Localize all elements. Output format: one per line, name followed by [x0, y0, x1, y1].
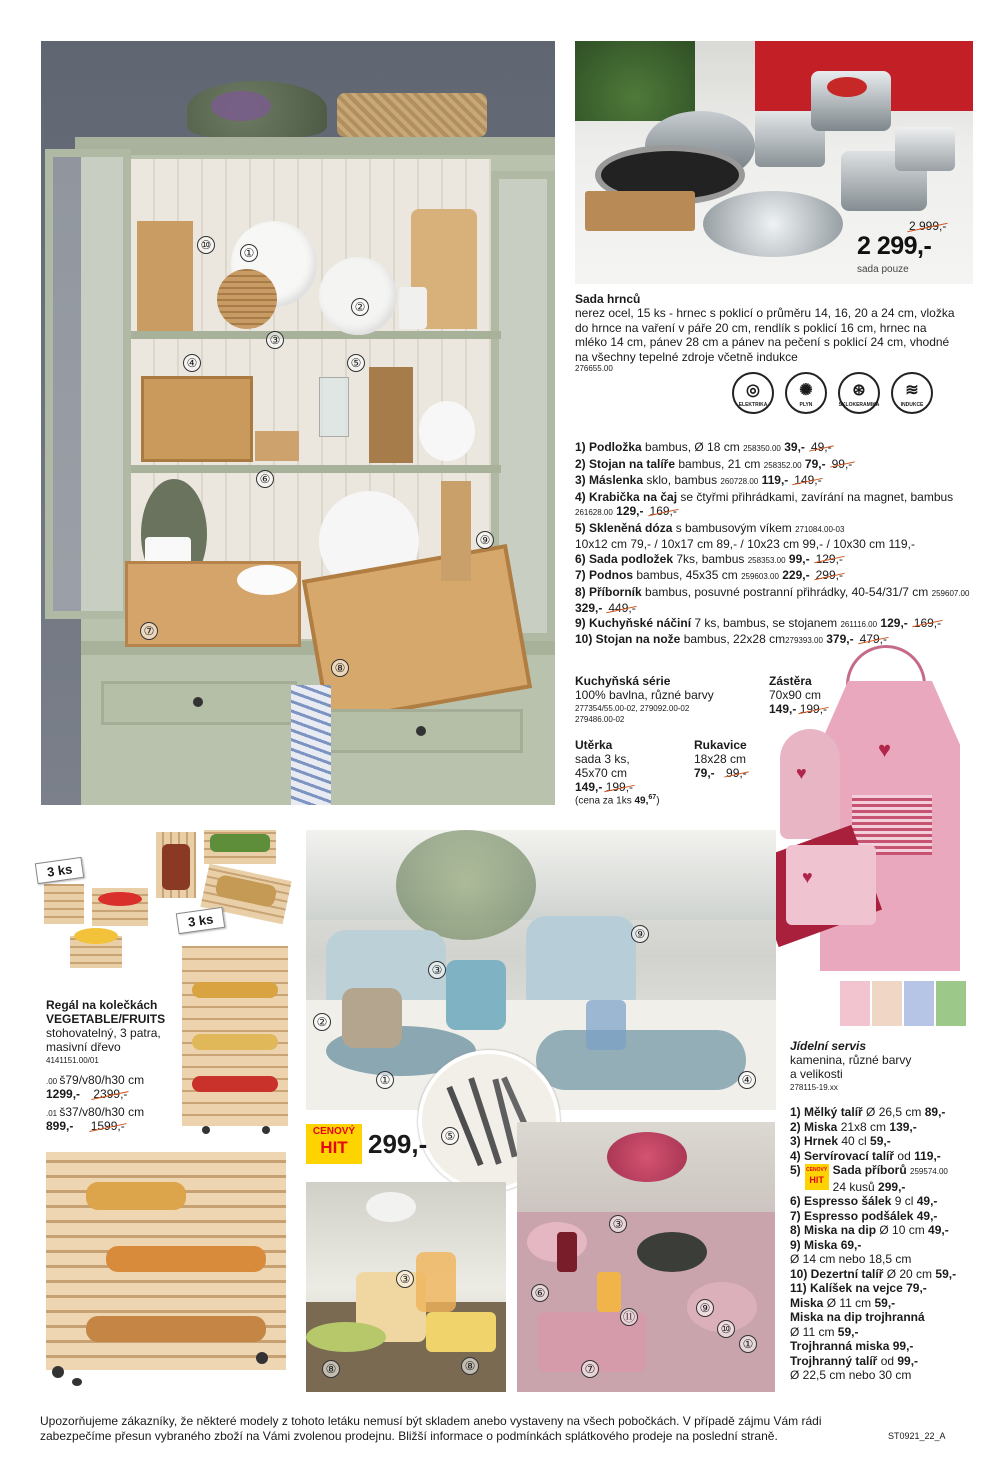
- dining-item-n: Miska: [790, 1295, 824, 1310]
- dining-item-d: Ø 20 cm: [883, 1266, 936, 1281]
- cabinet-item-n: 8) Příborník: [575, 584, 642, 599]
- apron-old-price: 199,-: [799, 702, 828, 716]
- dining-item-p: 49,-: [916, 1208, 938, 1223]
- dining-item-d: Ø 22,5 cm nebo 30 cm: [790, 1368, 912, 1382]
- cabinet-item-code: 259607.00: [931, 588, 970, 598]
- dining-item-p: 49,-: [928, 1223, 949, 1237]
- dining-item-d: Ø 10 cm: [876, 1223, 929, 1237]
- dining-item-d: 9 cl: [891, 1194, 917, 1208]
- cabinet-item-price: 229,-: [778, 568, 810, 582]
- cookware-price: 2 299,-: [857, 232, 932, 260]
- dining-desc2: a velikosti: [790, 1067, 843, 1081]
- dining-callout-4: ④: [738, 1071, 756, 1089]
- callout-4: ④: [183, 354, 201, 372]
- cookware-title: Sada hrnců: [575, 292, 641, 306]
- glove-old-price: 99,-: [726, 766, 747, 780]
- towel-old-price: 199,-: [605, 780, 634, 794]
- cookware-icons: [732, 372, 944, 414]
- callout-8: ⑧: [331, 659, 349, 677]
- cabinet-item-desc: bambus, 22x28 cm: [680, 632, 786, 646]
- price-hit-badge: CENOVÝ HIT 299,-: [306, 1124, 427, 1164]
- dining-item-row: [790, 1325, 985, 1340]
- glove-title: Rukavice: [694, 738, 747, 752]
- apron-price: 149,-: [769, 702, 797, 716]
- dining-callout-5: ⑤: [441, 1127, 459, 1145]
- callout-5: ⑤: [347, 354, 365, 372]
- dining-item-p: 49,-: [916, 1194, 938, 1208]
- dining-callout-2: ②: [313, 1013, 331, 1031]
- dining-item-p: 89,-: [924, 1105, 946, 1119]
- cookware-description: nerez ocel, 15 ks - hrnec s poklicí o průměru 14, 16, 20 a 24 cm, vložka do hrnce na vaření v páře 20 cm, rendlík s poklicí 16 cm, hrnec na mléko 14 cm, pánev 28 cm a pánev na pečení s poklicí 24 cm, vhodné na všechny tepelné zdroje včetně indukce: [575, 306, 955, 364]
- dining-item-row: [790, 1120, 985, 1135]
- dining-item-row: [790, 1354, 985, 1369]
- dining-item-n: 7) Espresso podšálek: [790, 1208, 914, 1223]
- dining-item-row: [790, 1252, 985, 1267]
- dining-callout-8b: ⑧: [461, 1357, 479, 1375]
- dining-callout-3b: ③: [396, 1270, 414, 1288]
- dining-item-row: [790, 1281, 985, 1296]
- glove-price-row: [694, 766, 747, 781]
- callout-9: ⑨: [476, 531, 494, 549]
- dining-callout-7: ⑦: [581, 1360, 599, 1378]
- dining-title: Jídelní servis: [790, 1039, 867, 1053]
- apron-title: Zástěra: [769, 674, 812, 688]
- dining-item-p: 59,-: [935, 1266, 957, 1281]
- glove-price: 79,-: [694, 766, 715, 780]
- page-code: ST0921_22_A: [888, 1431, 946, 1441]
- dining-item-p: 59,-: [870, 1134, 891, 1148]
- cabinet-item-code: 258352.00: [763, 460, 802, 470]
- cabinet-item-price: 129,-: [877, 615, 908, 630]
- shelf-code: 4141151.00/01: [46, 1056, 99, 1065]
- shelf-variant-2: .01 š37/v80/h30 cm: [46, 1105, 145, 1119]
- dining-item-row: [790, 1238, 985, 1253]
- dining-callout-3c: ③: [609, 1215, 627, 1233]
- towel-desc2: 45x70 cm: [575, 766, 628, 780]
- dining-code: 278115-19.xx: [790, 1083, 838, 1092]
- dining-item-p: 69,-: [840, 1237, 862, 1252]
- cabinet-item-desc: s bambusovým víkem: [672, 520, 796, 535]
- quantity-tag-1: 3 ks: [35, 857, 85, 884]
- towel-desc1: sada 3 ks,: [575, 752, 630, 766]
- dining-item-row: [790, 1310, 985, 1325]
- cabinet-item-desc: bambus, posuvné postranní přihrádky, 40-54/31/7 cm: [641, 584, 932, 599]
- cabinet-item-list: [575, 440, 985, 649]
- cabinet-item-price: 129,-: [612, 504, 644, 518]
- cabinet-item-desc: bambus, Ø 18 cm: [641, 440, 744, 454]
- glass-ceramic-icon: ⊛ SKLOKERAMIKA: [838, 372, 880, 414]
- cabinet-item-n: 4) Krabička na čaj: [575, 489, 678, 504]
- cabinet-item-price: 379,-: [822, 632, 854, 646]
- callout-1: ①: [240, 244, 258, 262]
- dining-item-n: Trojhranný talíř: [790, 1353, 878, 1368]
- dining-callout-9b: ⑨: [696, 1299, 714, 1317]
- cabinet-item-n: 9) Kuchyňské náčiní: [575, 615, 692, 630]
- series-title: Kuchyňská série: [575, 674, 671, 688]
- cabinet-item-price: 329,-: [575, 601, 603, 615]
- dining-item-n: 3) Hrnek: [790, 1134, 839, 1148]
- dining-item-d: od: [877, 1353, 898, 1368]
- dining-item-p: 99,-: [892, 1339, 914, 1353]
- cabinet-item-old: 449,-: [608, 601, 636, 615]
- cabinet-item-n: 3) Máslenka: [575, 473, 644, 487]
- cabinet-item-n: 7) Podnos: [575, 568, 634, 582]
- dining-callout-1b: ①: [739, 1335, 757, 1353]
- cabinet-item-desc: 10x12 cm 79,- / 10x17 cm 89,- / 10x23 cm 99,- / 10x30 cm 119,-: [575, 537, 915, 551]
- shelf-desc2: masivní dřevo: [46, 1040, 121, 1054]
- dining-item-p: 59,-: [837, 1324, 859, 1339]
- dining-item-list: [790, 1105, 985, 1383]
- cabinet-item-code: 260728.00: [720, 477, 759, 486]
- dining-item-n: 11) Kalíšek na vejce: [790, 1281, 903, 1295]
- dining-callout-3a: ③: [428, 961, 446, 979]
- callout-2: ②: [351, 298, 369, 316]
- series-code2: 279486.00-02: [575, 715, 625, 724]
- cabinet-item-n: 10) Stojan na nože: [575, 632, 681, 646]
- cabinet-item-row: [575, 552, 985, 569]
- cabinet-item-price: 119,-: [758, 473, 789, 487]
- dining-item-p: 79,-: [906, 1281, 927, 1295]
- tall-crate-image: [182, 946, 288, 1136]
- cabinet-item-desc: bambus, 21 cm: [675, 456, 764, 471]
- cookware-old-price: 2 999,-: [909, 219, 947, 233]
- cabinet-item-n: 1) Podložka: [575, 440, 642, 454]
- dining-callout-9a: ⑨: [631, 925, 649, 943]
- big-crate-image: [46, 1152, 286, 1386]
- dining-item-d: Ø 14 cm nebo 18,5 cm: [790, 1252, 912, 1266]
- gas-stove-icon: ✺ PLYN: [785, 372, 827, 414]
- cabinet-item-desc: bambus, 45x35 cm: [633, 568, 742, 582]
- towel-price-row: [575, 780, 633, 795]
- cabinet-item-n: 5) Skleněná dóza: [575, 520, 673, 535]
- dining-desc1: kamenina, různé barvy: [790, 1053, 912, 1067]
- shelf-title2: VEGETABLE/FRUITS: [46, 1012, 166, 1026]
- cabinet-item-old: 169,-: [913, 615, 942, 630]
- cabinet-item-row: [575, 616, 985, 633]
- dining-item-row: [790, 1149, 985, 1164]
- cabinet-item-old: 169,-: [649, 504, 677, 518]
- dining-table-photo: [306, 830, 776, 1110]
- footer-disclaimer: Upozorňujeme zákazníky, že některé modely z tohoto letáku nemusí být skladem anebo vystaveny na všech pobočkách. V případě zájmu Vám rádi zabezpečíme přesun vybraného zboží na Vámi zvolenou prodejnu. Bližší informace o podmínkách splátkového prodeje na poslední straně.: [40, 1414, 822, 1443]
- hit-mini-badge: CENOVÝ HIT: [805, 1164, 829, 1190]
- dining-item-row: [790, 1296, 985, 1311]
- cabinet-item-row: [575, 521, 985, 538]
- cabinet-item-code: 259603.00: [741, 572, 779, 581]
- towel-title: Utěrka: [575, 738, 613, 752]
- cabinet-item-old: 299,-: [815, 568, 843, 582]
- cabinet-item-desc: 7 ks, bambus, se stojanem: [691, 615, 841, 630]
- series-desc: 100% bavlna, různé barvy: [575, 688, 714, 702]
- cabinet-item-code: 261116.00: [840, 619, 878, 629]
- cabinet-item-code: 279393.00: [785, 636, 823, 645]
- dining-item-row: [790, 1339, 985, 1354]
- dining-item-p: 99,-: [897, 1353, 919, 1368]
- cabinet-photo: [41, 41, 555, 805]
- apron-size: 70x90 cm: [769, 688, 822, 702]
- cabinet-item-old: 129,-: [815, 551, 843, 566]
- cabinet-item-desc: se čtyřmi přihrádkami, zavírání na magnet, bambus: [677, 489, 954, 504]
- dining-item-d: 21x8 cm: [837, 1119, 890, 1134]
- shelf-variant-2-price: 899,- 1599,-: [46, 1119, 125, 1133]
- towel-unit-price: (cena za 1ks 49,67): [575, 794, 660, 807]
- callout-3: ③: [266, 331, 284, 349]
- cabinet-item-old: 99,-: [831, 456, 853, 471]
- dining-item-p: 119,-: [914, 1148, 941, 1163]
- towel-price: 149,-: [575, 780, 603, 794]
- induction-icon: ≋ INDUKCE: [891, 372, 933, 414]
- cabinet-item-n: 2) Stojan na talíře: [575, 456, 676, 471]
- dining-item-d: Ø 26,5 cm: [862, 1105, 925, 1119]
- callout-6: ⑥: [256, 470, 274, 488]
- dining-item-n: Trojhranná miska: [790, 1339, 890, 1353]
- cabinet-item-code: 258350.00: [743, 444, 781, 453]
- dining-item-n: 4) Servírovací talíř: [790, 1148, 895, 1163]
- dining-item-n: 2) Miska: [790, 1119, 838, 1134]
- cabinet-item-desc: 7ks, bambus: [673, 551, 748, 566]
- shelf-desc1: stohovatelný, 3 patra,: [46, 1026, 161, 1040]
- dining-item-d: od: [894, 1148, 915, 1163]
- quantity-tag-2: 3 ks: [176, 907, 226, 934]
- dining-callout-6: ⑥: [531, 1284, 549, 1302]
- apron-image: ♥ ♥ ♥: [760, 645, 975, 1030]
- dining-callout-11: ⑪: [620, 1308, 638, 1326]
- cabinet-item-old: 149,-: [794, 473, 822, 487]
- dining-item-d: Ø 11 cm: [790, 1324, 838, 1339]
- cabinet-item-row: [575, 457, 985, 474]
- glove-size: 18x28 cm: [694, 752, 747, 766]
- cabinet-item-old: 49,-: [810, 440, 832, 454]
- dining-item-row: [790, 1209, 985, 1224]
- cookware-price-note: sada pouze: [857, 264, 909, 275]
- dining-item-n: 10) Dezertní talíř: [790, 1266, 884, 1281]
- dining-item-p: 59,-: [874, 1295, 896, 1310]
- cabinet-item-price: 99,-: [785, 551, 810, 566]
- cabinet-item-price: 79,-: [801, 456, 826, 471]
- cabinet-item-row: [575, 537, 985, 552]
- shelf-title1: Regál na kolečkách: [46, 998, 158, 1012]
- callout-10: ⑩: [197, 236, 215, 254]
- dining-callout-8a: ⑧: [322, 1360, 340, 1378]
- dining-item-n: 8) Miska na dip: [790, 1223, 877, 1237]
- dining-item-5: 5) CENOVÝ HIT Sada příborů 259574.00 24 kusů 299,-: [790, 1163, 948, 1194]
- cabinet-item-row: [575, 585, 985, 616]
- dining-item-d: 40 cl: [838, 1134, 871, 1148]
- cabinet-item-row: [575, 490, 985, 521]
- electric-stove-icon: ◎ ELEKTRIKA: [732, 372, 774, 414]
- cookware-code: 276655.00: [575, 364, 613, 373]
- dining-item-row: [790, 1267, 985, 1282]
- dining-item-n: 6) Espresso šálek: [790, 1194, 892, 1208]
- dining-item-row: [790, 1368, 985, 1383]
- pink-table-photo: [517, 1122, 775, 1392]
- dining-item-n: 9) Miska: [790, 1237, 838, 1252]
- dining-item-row: [790, 1223, 985, 1238]
- dining-item-n: 1) Mělký talíř: [790, 1105, 863, 1119]
- cabinet-item-row: [575, 473, 985, 490]
- cabinet-item-row: [575, 440, 985, 457]
- cabinet-item-code: 271084.00-03: [795, 524, 845, 534]
- cabinet-item-price: 39,-: [780, 440, 805, 454]
- cabinet-item-n: 6) Sada podložek: [575, 551, 674, 566]
- callout-7: ⑦: [140, 622, 158, 640]
- shelf-variant-1-price: 1299,- 2399,-: [46, 1087, 128, 1101]
- dining-item-row: [790, 1134, 985, 1149]
- cabinet-item-code: 258353.00: [747, 555, 786, 565]
- dining-callout-10: ⑩: [717, 1320, 735, 1338]
- shelf-variant-1: .00 š79/v80/h30 cm: [46, 1073, 145, 1087]
- dining-item-n: Miska na dip trojhranná: [790, 1310, 925, 1324]
- cabinet-item-old: 479,-: [859, 632, 887, 646]
- dining-callout-1a: ①: [376, 1071, 394, 1089]
- dining-item-d: Ø 11 cm: [823, 1295, 875, 1310]
- dining-item-row: [790, 1194, 985, 1209]
- cabinet-item-code: 261628.00: [575, 508, 613, 517]
- series-codes: 277354/55.00-02, 279092.00-02: [575, 704, 690, 713]
- dining-item-p: 139,-: [889, 1119, 917, 1134]
- cabinet-item-desc: sklo, bambus: [643, 473, 721, 487]
- cabinet-item-row: [575, 568, 985, 585]
- dining-item-row: [790, 1105, 985, 1120]
